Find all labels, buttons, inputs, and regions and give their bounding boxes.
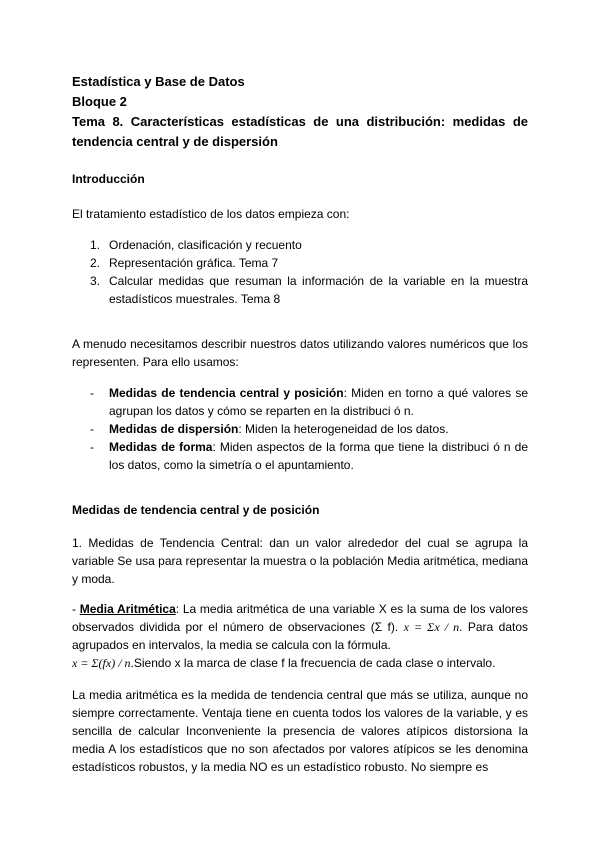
topic-title: Tema 8. Características estadísticas de una distribución: medidas de tendencia central y de dispersión — [72, 114, 528, 149]
step-text: Ordenación, clasificación y recuento — [109, 238, 302, 252]
measure-term: Medidas de forma — [109, 440, 213, 454]
step-text: Representación gráfica. Tema 7 — [109, 256, 279, 270]
arithmetic-mean-term: Media Aritmética — [79, 602, 176, 616]
course-title: Estadística y Base de Datos — [72, 74, 245, 89]
grouped-data-text: . Para datos agrupados en intervalos, la media se calcula con la fórmula. — [72, 620, 528, 652]
arithmetic-mean-paragraph — [72, 600, 528, 672]
list-item — [72, 236, 528, 254]
mean-definition-text: : La media aritmética de una variable X es la suma de los valores observados dividida por el número de observaciones (Σ f). — [72, 602, 528, 634]
steps-list — [72, 236, 528, 308]
mean-discussion-paragraph: La media aritmética es la medida de tendencia central que más se utiliza, aunque no siempre correctamente. Ventaja tiene en cuenta todos los valores de la variable, y es sencilla de calcular Inconveniente la presencia de valores atípicos distorsiona la media A los estadísticos que no son afectados por valores atípicos se les denomina estadísticos robustos, y la media NO es un estadístico robusto. No siempre es — [72, 688, 528, 774]
section-heading: Medidas de tendencia central y de posición — [72, 503, 320, 517]
measures-list — [72, 384, 528, 474]
measure-desc: : Miden en torno a qué valores se agrupan los datos y cómo se reparten en la distribuci ó n. — [109, 386, 529, 418]
intro-paragraph: A menudo necesitamos describir nuestros datos utilizando valores numéricos que los representen. Para ello usamos: — [72, 337, 528, 369]
measure-term: Medidas de dispersión — [109, 422, 239, 436]
intro-heading: Introducción — [72, 172, 145, 186]
grouped-mean-formula: x = Σ(fx) / n — [72, 656, 131, 670]
list-item: - Medidas de forma: Miden aspectos de la forma que tiene la distribuci ó n de los datos, como la simetría o el apuntamiento. — [90, 440, 529, 472]
step-number: 3. — [90, 274, 101, 288]
mean-formula: x = Σx / n — [403, 620, 460, 634]
document-title — [72, 72, 528, 152]
list-item — [72, 254, 528, 272]
central-tendency-paragraph: 1. Medidas de Tendencia Central: dan un valor alrededor del cual se agrupa la variable Se usa para representar la muestra o la población Media aritmética, mediana y moda. — [72, 536, 528, 586]
intro-lead: El tratamiento estadístico de los datos empieza con: — [72, 207, 350, 221]
class-mark-text: .Siendo x la marca de clase f la frecuencia de cada clase o intervalo. — [130, 656, 496, 670]
measure-term: Medidas de tendencia central y posición — [109, 386, 344, 400]
list-item: - Medidas de dispersión: Miden la heterogeneidad de los datos. — [90, 422, 449, 436]
list-item: - Medidas de tendencia central y posición: Miden en torno a qué valores se agrupan los datos y cómo se reparten en la distribuci ó n. — [90, 386, 529, 418]
measure-desc: : Miden la heterogeneidad de los datos. — [238, 422, 449, 436]
block-title: Bloque 2 — [72, 94, 127, 109]
dash-prefix: - — [72, 602, 80, 616]
step-text: Calcular medidas que resuman la información de la variable en la muestra estadísticos muestrales. Tema 8 — [109, 274, 528, 306]
list-item — [72, 272, 528, 308]
measure-desc: : Miden aspectos de la forma que tiene la distribuci ó n de los datos, como la simetría o el apuntamiento. — [109, 440, 529, 472]
step-number: 2. — [90, 256, 101, 270]
step-number: 1. — [90, 238, 101, 252]
